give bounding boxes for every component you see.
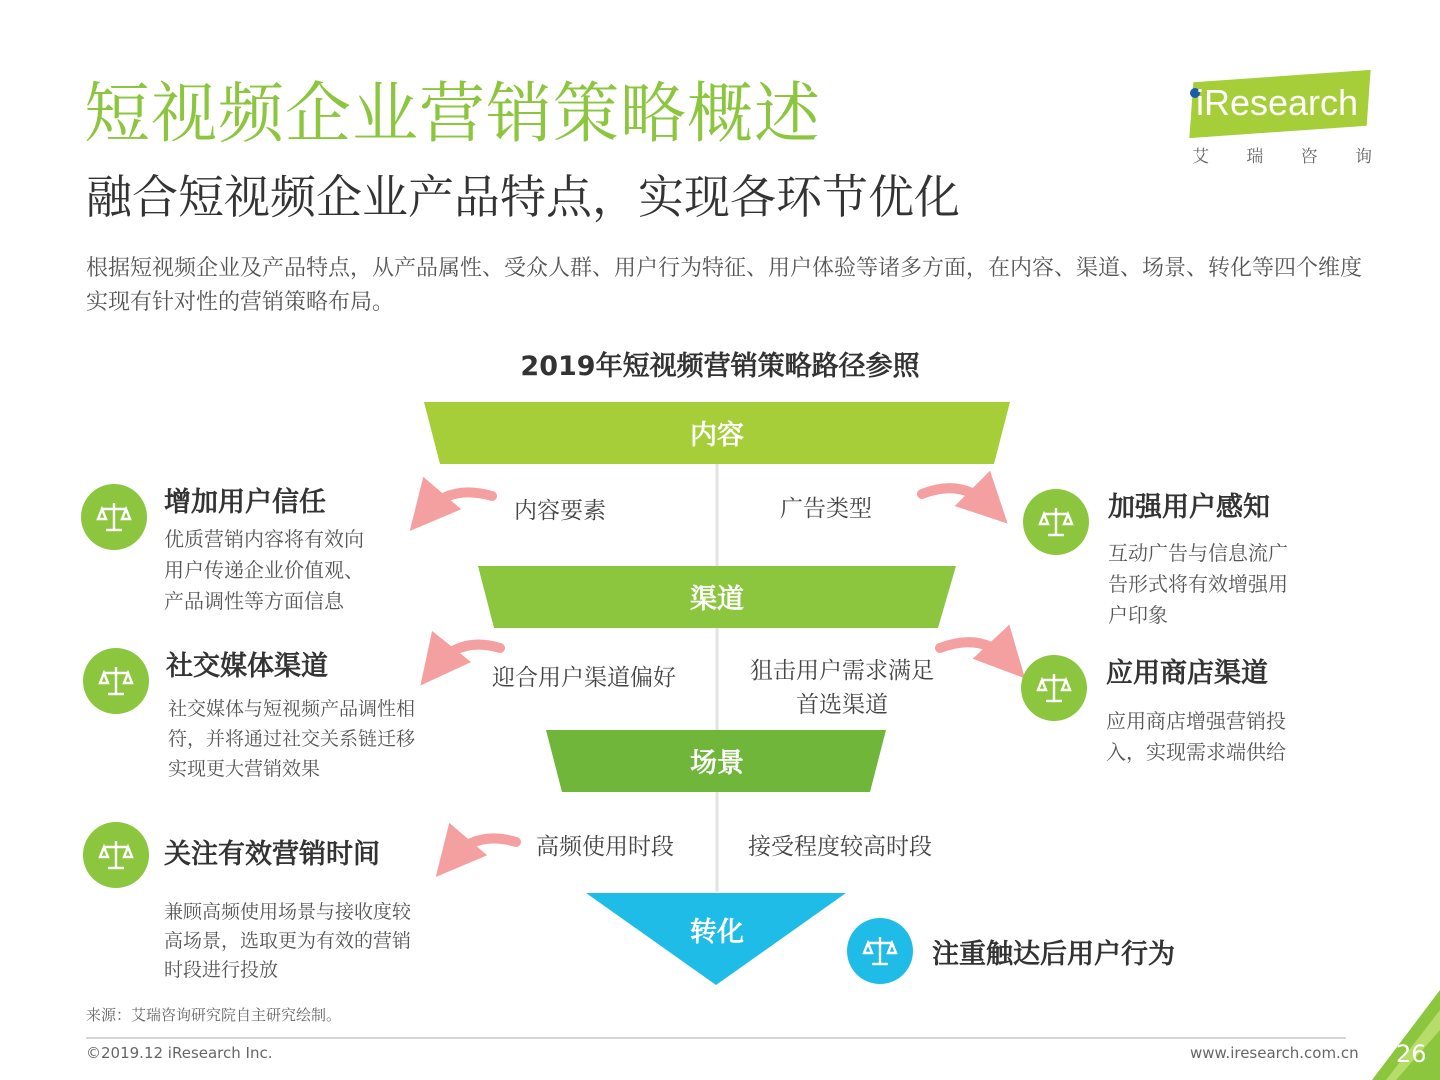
scales-icon	[83, 822, 149, 888]
channel-left-label: 迎合用户渠道偏好	[492, 665, 676, 691]
text-line: 实现更大营销效果	[168, 758, 321, 780]
source-note: 来源：艾瑞咨询研究院自主研究绘制。	[86, 1006, 342, 1024]
text-line: 符，并将通过社交关系链迁移	[168, 728, 416, 750]
curved-arrow-icon	[452, 838, 516, 858]
left-item-text	[168, 694, 415, 784]
copyright: ©2019.12 iResearch Inc.	[86, 1044, 273, 1062]
stage-channel-label: 渠道	[690, 584, 744, 615]
left-item-text	[164, 898, 411, 985]
text-line: 用户传递企业价值观、	[164, 558, 364, 582]
scene-left-label: 高频使用时段	[536, 834, 674, 860]
logo-char: 瑞	[1246, 147, 1264, 167]
curved-arrow-icon	[940, 642, 1008, 660]
right-item-text	[1108, 538, 1288, 631]
scene-right-label: 接受程度较高时段	[748, 834, 932, 860]
content-right-label: 广告类型	[780, 496, 872, 522]
right-item-heading: 加强用户感知	[1108, 492, 1270, 523]
text-line: 应用商店增强营销投	[1106, 709, 1286, 733]
left-item-text	[164, 524, 364, 617]
text-line: 互动广告与信息流广	[1108, 541, 1288, 565]
scales-icon	[847, 918, 913, 984]
page-subtitle: 融合短视频企业产品特点，实现各环节优化	[86, 170, 960, 224]
text-line: 时段进行投放	[164, 959, 279, 981]
page-title: 短视频企业营销策略概述	[84, 75, 821, 152]
scales-icon	[81, 484, 147, 550]
right-item-heading: 注重触达后用户行为	[932, 939, 1175, 970]
content-left-label: 内容要素	[514, 498, 606, 524]
curved-arrow-icon	[426, 492, 492, 512]
right-item-text	[1106, 706, 1286, 768]
channel-right-label-1: 狙击用户需求满足	[750, 658, 934, 684]
logo-brand: iResearch	[1196, 82, 1359, 123]
scales-icon	[83, 648, 149, 714]
page-number: 26	[1396, 1040, 1427, 1068]
text-line: 高场景，选取更为有效的营销	[164, 930, 412, 952]
logo-char: 咨	[1300, 147, 1318, 167]
page-description: 根据短视频企业及产品特点，从产品属性、受众人群、用户行为特征、用户体验等诸多方面，在内容、渠道、场景、转化等四个维度实现有针对性的营销策略布局。	[86, 256, 1363, 315]
left-item-heading: 增加用户信任	[164, 487, 326, 518]
website-link[interactable]: www.iresearch.com.cn	[1190, 1044, 1359, 1062]
scales-icon	[1021, 655, 1087, 721]
curved-arrow-icon	[436, 645, 500, 666]
right-item-heading: 应用商店渠道	[1106, 658, 1268, 689]
left-item-heading: 关注有效营销时间	[164, 839, 380, 870]
scales-icon	[1023, 489, 1089, 555]
logo-char: 艾	[1192, 147, 1209, 167]
footer-divider	[86, 1037, 1346, 1039]
channel-right-label-2: 首选渠道	[796, 692, 888, 718]
text-line: 告形式将有效增强用	[1108, 572, 1288, 596]
text-line: 入，实现需求端供给	[1106, 740, 1286, 764]
curved-arrow-icon	[922, 488, 990, 506]
text-line: 优质营销内容将有效向	[164, 527, 364, 551]
text-line: 户印象	[1108, 603, 1168, 627]
stage-conversion-label: 转化	[690, 917, 744, 948]
text-line: 兼顾高频使用场景与接收度较	[164, 901, 412, 923]
logo-char: 询	[1354, 147, 1372, 167]
diagram-title: 2019年短视频营销策略路径参照	[520, 351, 920, 382]
stage-scene-label: 场景	[690, 748, 744, 779]
text-line: 社交媒体与短视频产品调性相	[168, 698, 416, 720]
text-line: 产品调性等方面信息	[164, 589, 344, 613]
left-item-heading: 社交媒体渠道	[166, 651, 328, 682]
stage-content-label: 内容	[690, 420, 744, 451]
